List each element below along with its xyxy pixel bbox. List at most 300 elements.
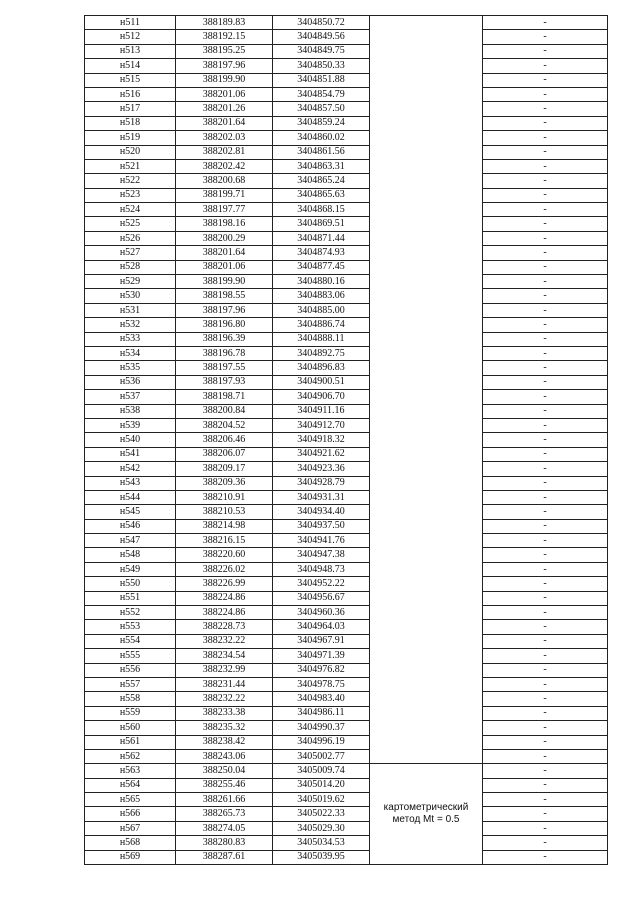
point-id-cell: н564 <box>85 778 176 792</box>
point-id-cell: н547 <box>85 534 176 548</box>
table-row <box>85 174 608 188</box>
table-row <box>85 44 608 58</box>
table-row <box>85 505 608 519</box>
note-cell: - <box>483 260 608 274</box>
x-coordinate-cell: 388197.96 <box>176 59 273 73</box>
y-coordinate-cell: 3404849.56 <box>273 30 370 44</box>
x-coordinate-cell: 388200.29 <box>176 231 273 245</box>
note-cell: - <box>483 217 608 231</box>
table-row <box>85 418 608 432</box>
coordinates-table <box>84 15 608 865</box>
y-coordinate-cell: 3404978.75 <box>273 677 370 691</box>
x-coordinate-cell: 388238.42 <box>176 735 273 749</box>
point-id-cell: н565 <box>85 793 176 807</box>
x-coordinate-cell: 388235.32 <box>176 721 273 735</box>
point-id-cell: н520 <box>85 145 176 159</box>
coordinates-table-body <box>85 16 608 865</box>
table-row <box>85 375 608 389</box>
x-coordinate-cell: 388196.78 <box>176 346 273 360</box>
x-coordinate-cell: 388197.77 <box>176 203 273 217</box>
table-row <box>85 836 608 850</box>
x-coordinate-cell: 388231.44 <box>176 677 273 691</box>
point-id-cell: н546 <box>85 519 176 533</box>
point-id-cell: н536 <box>85 375 176 389</box>
y-coordinate-cell: 3404886.74 <box>273 318 370 332</box>
point-id-cell: н525 <box>85 217 176 231</box>
x-coordinate-cell: 388198.55 <box>176 289 273 303</box>
table-row <box>85 102 608 116</box>
note-cell: - <box>483 361 608 375</box>
point-id-cell: н551 <box>85 591 176 605</box>
point-id-cell: н531 <box>85 303 176 317</box>
x-coordinate-cell: 388243.06 <box>176 749 273 763</box>
note-cell: - <box>483 59 608 73</box>
table-row <box>85 462 608 476</box>
table-row <box>85 735 608 749</box>
point-id-cell: н544 <box>85 490 176 504</box>
table-row <box>85 577 608 591</box>
table-row <box>85 807 608 821</box>
table-row <box>85 519 608 533</box>
y-coordinate-cell: 3404931.31 <box>273 490 370 504</box>
point-id-cell: н555 <box>85 649 176 663</box>
y-coordinate-cell: 3404964.03 <box>273 620 370 634</box>
table-row <box>85 548 608 562</box>
y-coordinate-cell: 3404857.50 <box>273 102 370 116</box>
table-row <box>85 303 608 317</box>
y-coordinate-cell: 3404869.51 <box>273 217 370 231</box>
y-coordinate-cell: 3404918.32 <box>273 433 370 447</box>
point-id-cell: н541 <box>85 447 176 461</box>
point-id-cell: н532 <box>85 318 176 332</box>
point-id-cell: н534 <box>85 346 176 360</box>
table-row <box>85 692 608 706</box>
table-row <box>85 821 608 835</box>
y-coordinate-cell: 3404960.36 <box>273 606 370 620</box>
x-coordinate-cell: 388234.54 <box>176 649 273 663</box>
y-coordinate-cell: 3404906.70 <box>273 390 370 404</box>
x-coordinate-cell: 388201.06 <box>176 87 273 101</box>
y-coordinate-cell: 3404934.40 <box>273 505 370 519</box>
x-coordinate-cell: 388201.26 <box>176 102 273 116</box>
note-cell: - <box>483 836 608 850</box>
point-id-cell: н560 <box>85 721 176 735</box>
point-id-cell: н567 <box>85 821 176 835</box>
table-row <box>85 145 608 159</box>
x-coordinate-cell: 388233.38 <box>176 706 273 720</box>
point-id-cell: н516 <box>85 87 176 101</box>
point-id-cell: н545 <box>85 505 176 519</box>
x-coordinate-cell: 388224.86 <box>176 606 273 620</box>
y-coordinate-cell: 3404850.33 <box>273 59 370 73</box>
x-coordinate-cell: 388255.46 <box>176 778 273 792</box>
x-coordinate-cell: 388201.64 <box>176 116 273 130</box>
x-coordinate-cell: 388189.83 <box>176 16 273 30</box>
table-row <box>85 620 608 634</box>
y-coordinate-cell: 3404986.11 <box>273 706 370 720</box>
x-coordinate-cell: 388199.71 <box>176 188 273 202</box>
method-cell <box>370 764 483 865</box>
point-id-cell: н548 <box>85 548 176 562</box>
point-id-cell: н553 <box>85 620 176 634</box>
table-row <box>85 649 608 663</box>
point-id-cell: н562 <box>85 749 176 763</box>
table-row <box>85 706 608 720</box>
note-cell: - <box>483 318 608 332</box>
note-cell: - <box>483 534 608 548</box>
note-cell: - <box>483 519 608 533</box>
y-coordinate-cell: 3404885.00 <box>273 303 370 317</box>
x-coordinate-cell: 388210.53 <box>176 505 273 519</box>
note-cell: - <box>483 433 608 447</box>
table-row <box>85 721 608 735</box>
table-row <box>85 677 608 691</box>
y-coordinate-cell: 3404850.72 <box>273 16 370 30</box>
table-row <box>85 534 608 548</box>
point-id-cell: н526 <box>85 231 176 245</box>
point-id-cell: н569 <box>85 850 176 864</box>
note-cell: - <box>483 447 608 461</box>
point-id-cell: н556 <box>85 663 176 677</box>
x-coordinate-cell: 388210.91 <box>176 490 273 504</box>
table-row <box>85 447 608 461</box>
x-coordinate-cell: 388232.22 <box>176 634 273 648</box>
note-cell: - <box>483 476 608 490</box>
note-cell: - <box>483 16 608 30</box>
point-id-cell: н540 <box>85 433 176 447</box>
y-coordinate-cell: 3405029.30 <box>273 821 370 835</box>
table-row <box>85 188 608 202</box>
point-id-cell: н557 <box>85 677 176 691</box>
point-id-cell: н561 <box>85 735 176 749</box>
table-row <box>85 850 608 864</box>
x-coordinate-cell: 388198.71 <box>176 390 273 404</box>
y-coordinate-cell: 3405039.95 <box>273 850 370 864</box>
note-cell: - <box>483 346 608 360</box>
x-coordinate-cell: 388200.68 <box>176 174 273 188</box>
note-cell: - <box>483 577 608 591</box>
x-coordinate-cell: 388232.22 <box>176 692 273 706</box>
method-text-line1: картометрический <box>383 802 469 814</box>
point-id-cell: н514 <box>85 59 176 73</box>
y-coordinate-cell: 3404865.24 <box>273 174 370 188</box>
note-cell: - <box>483 73 608 87</box>
point-id-cell: н517 <box>85 102 176 116</box>
table-row <box>85 332 608 346</box>
y-coordinate-cell: 3404952.22 <box>273 577 370 591</box>
table-row <box>85 490 608 504</box>
table-row <box>85 764 608 778</box>
x-coordinate-cell: 388228.73 <box>176 620 273 634</box>
x-coordinate-cell: 388287.61 <box>176 850 273 864</box>
y-coordinate-cell: 3404868.15 <box>273 203 370 217</box>
point-id-cell: н549 <box>85 562 176 576</box>
note-cell: - <box>483 418 608 432</box>
y-coordinate-cell: 3404888.11 <box>273 332 370 346</box>
note-cell: - <box>483 102 608 116</box>
note-cell: - <box>483 404 608 418</box>
note-cell: - <box>483 44 608 58</box>
note-cell: - <box>483 677 608 691</box>
table-row <box>85 159 608 173</box>
point-id-cell: н538 <box>85 404 176 418</box>
note-cell: - <box>483 634 608 648</box>
x-coordinate-cell: 388204.52 <box>176 418 273 432</box>
y-coordinate-cell: 3404923.36 <box>273 462 370 476</box>
point-id-cell: н518 <box>85 116 176 130</box>
point-id-cell: н530 <box>85 289 176 303</box>
table-row <box>85 606 608 620</box>
x-coordinate-cell: 388226.99 <box>176 577 273 591</box>
note-cell: - <box>483 203 608 217</box>
y-coordinate-cell: 3404849.75 <box>273 44 370 58</box>
x-coordinate-cell: 388209.36 <box>176 476 273 490</box>
point-id-cell: н568 <box>85 836 176 850</box>
note-cell: - <box>483 30 608 44</box>
note-cell: - <box>483 116 608 130</box>
y-coordinate-cell: 3404896.83 <box>273 361 370 375</box>
y-coordinate-cell: 3404854.79 <box>273 87 370 101</box>
table-row <box>85 663 608 677</box>
table-row <box>85 476 608 490</box>
table-row <box>85 246 608 260</box>
x-coordinate-cell: 388192.15 <box>176 30 273 44</box>
x-coordinate-cell: 388265.73 <box>176 807 273 821</box>
y-coordinate-cell: 3404874.93 <box>273 246 370 260</box>
y-coordinate-cell: 3404900.51 <box>273 375 370 389</box>
table-row <box>85 116 608 130</box>
x-coordinate-cell: 388226.02 <box>176 562 273 576</box>
x-coordinate-cell: 388198.16 <box>176 217 273 231</box>
x-coordinate-cell: 388206.07 <box>176 447 273 461</box>
note-cell: - <box>483 231 608 245</box>
point-id-cell: н519 <box>85 131 176 145</box>
point-id-cell: н515 <box>85 73 176 87</box>
table-row <box>85 131 608 145</box>
note-cell: - <box>483 821 608 835</box>
note-cell: - <box>483 850 608 864</box>
x-coordinate-cell: 388214.98 <box>176 519 273 533</box>
note-cell: - <box>483 275 608 289</box>
table-row <box>85 16 608 30</box>
point-id-cell: н539 <box>85 418 176 432</box>
note-cell: - <box>483 591 608 605</box>
x-coordinate-cell: 388261.66 <box>176 793 273 807</box>
note-cell: - <box>483 505 608 519</box>
note-cell: - <box>483 620 608 634</box>
x-coordinate-cell: 388199.90 <box>176 73 273 87</box>
y-coordinate-cell: 3404967.91 <box>273 634 370 648</box>
y-coordinate-cell: 3404865.63 <box>273 188 370 202</box>
y-coordinate-cell: 3404860.02 <box>273 131 370 145</box>
point-id-cell: н528 <box>85 260 176 274</box>
note-cell: - <box>483 490 608 504</box>
x-coordinate-cell: 388280.83 <box>176 836 273 850</box>
x-coordinate-cell: 388202.81 <box>176 145 273 159</box>
note-cell: - <box>483 606 608 620</box>
y-coordinate-cell: 3404859.24 <box>273 116 370 130</box>
note-cell: - <box>483 303 608 317</box>
x-coordinate-cell: 388250.04 <box>176 764 273 778</box>
note-cell: - <box>483 663 608 677</box>
note-cell: - <box>483 807 608 821</box>
y-coordinate-cell: 3404956.67 <box>273 591 370 605</box>
point-id-cell: н521 <box>85 159 176 173</box>
y-coordinate-cell: 3404928.79 <box>273 476 370 490</box>
table-row <box>85 749 608 763</box>
method-text-line2: метод Mt = 0.5 <box>392 814 460 826</box>
point-id-cell: н535 <box>85 361 176 375</box>
y-coordinate-cell: 3404971.39 <box>273 649 370 663</box>
note-cell: - <box>483 375 608 389</box>
note-cell: - <box>483 764 608 778</box>
x-coordinate-cell: 388196.39 <box>176 332 273 346</box>
note-cell: - <box>483 548 608 562</box>
note-cell: - <box>483 332 608 346</box>
x-coordinate-cell: 388202.03 <box>176 131 273 145</box>
y-coordinate-cell: 3404861.56 <box>273 145 370 159</box>
y-coordinate-cell: 3404880.16 <box>273 275 370 289</box>
point-id-cell: н559 <box>85 706 176 720</box>
y-coordinate-cell: 3405014.20 <box>273 778 370 792</box>
point-id-cell: н537 <box>85 390 176 404</box>
note-cell: - <box>483 749 608 763</box>
y-coordinate-cell: 3405019.62 <box>273 793 370 807</box>
y-coordinate-cell: 3404863.31 <box>273 159 370 173</box>
point-id-cell: н513 <box>85 44 176 58</box>
x-coordinate-cell: 388197.93 <box>176 375 273 389</box>
y-coordinate-cell: 3404948.73 <box>273 562 370 576</box>
table-row <box>85 59 608 73</box>
y-coordinate-cell: 3405034.53 <box>273 836 370 850</box>
y-coordinate-cell: 3404976.82 <box>273 663 370 677</box>
y-coordinate-cell: 3404877.45 <box>273 260 370 274</box>
y-coordinate-cell: 3404851.88 <box>273 73 370 87</box>
note-cell: - <box>483 692 608 706</box>
table-row <box>85 231 608 245</box>
y-coordinate-cell: 3404871.44 <box>273 231 370 245</box>
point-id-cell: н550 <box>85 577 176 591</box>
note-cell: - <box>483 87 608 101</box>
note-cell: - <box>483 289 608 303</box>
x-coordinate-cell: 388201.64 <box>176 246 273 260</box>
y-coordinate-cell: 3405002.77 <box>273 749 370 763</box>
point-id-cell: н542 <box>85 462 176 476</box>
x-coordinate-cell: 388220.60 <box>176 548 273 562</box>
note-cell: - <box>483 735 608 749</box>
note-cell: - <box>483 188 608 202</box>
y-coordinate-cell: 3404990.37 <box>273 721 370 735</box>
note-cell: - <box>483 778 608 792</box>
note-cell: - <box>483 246 608 260</box>
table-row <box>85 562 608 576</box>
y-coordinate-cell: 3404937.50 <box>273 519 370 533</box>
x-coordinate-cell: 388232.99 <box>176 663 273 677</box>
table-row <box>85 778 608 792</box>
point-id-cell: н523 <box>85 188 176 202</box>
table-row <box>85 203 608 217</box>
point-id-cell: н511 <box>85 16 176 30</box>
table-row <box>85 289 608 303</box>
table-row <box>85 361 608 375</box>
x-coordinate-cell: 388200.84 <box>176 404 273 418</box>
table-row <box>85 433 608 447</box>
x-coordinate-cell: 388195.25 <box>176 44 273 58</box>
point-id-cell: н512 <box>85 30 176 44</box>
note-cell: - <box>483 706 608 720</box>
table-row <box>85 346 608 360</box>
y-coordinate-cell: 3404921.62 <box>273 447 370 461</box>
y-coordinate-cell: 3405022.33 <box>273 807 370 821</box>
y-coordinate-cell: 3404996.19 <box>273 735 370 749</box>
table-row <box>85 390 608 404</box>
y-coordinate-cell: 3404941.76 <box>273 534 370 548</box>
y-coordinate-cell: 3404947.38 <box>273 548 370 562</box>
table-row <box>85 30 608 44</box>
x-coordinate-cell: 388209.17 <box>176 462 273 476</box>
point-id-cell: н527 <box>85 246 176 260</box>
note-cell: - <box>483 390 608 404</box>
table-row <box>85 275 608 289</box>
x-coordinate-cell: 388224.86 <box>176 591 273 605</box>
note-cell: - <box>483 562 608 576</box>
point-id-cell: н566 <box>85 807 176 821</box>
x-coordinate-cell: 388216.15 <box>176 534 273 548</box>
point-id-cell: н563 <box>85 764 176 778</box>
x-coordinate-cell: 388202.42 <box>176 159 273 173</box>
y-coordinate-cell: 3404892.75 <box>273 346 370 360</box>
point-id-cell: н543 <box>85 476 176 490</box>
point-id-cell: н554 <box>85 634 176 648</box>
note-cell: - <box>483 131 608 145</box>
table-row <box>85 217 608 231</box>
point-id-cell: н552 <box>85 606 176 620</box>
y-coordinate-cell: 3404912.70 <box>273 418 370 432</box>
method-blank-cell <box>370 16 483 764</box>
note-cell: - <box>483 159 608 173</box>
table-row <box>85 591 608 605</box>
x-coordinate-cell: 388206.46 <box>176 433 273 447</box>
note-cell: - <box>483 174 608 188</box>
x-coordinate-cell: 388196.80 <box>176 318 273 332</box>
x-coordinate-cell: 388197.55 <box>176 361 273 375</box>
note-cell: - <box>483 145 608 159</box>
point-id-cell: н558 <box>85 692 176 706</box>
table-row <box>85 793 608 807</box>
table-row <box>85 260 608 274</box>
x-coordinate-cell: 388274.05 <box>176 821 273 835</box>
note-cell: - <box>483 793 608 807</box>
table-row <box>85 318 608 332</box>
x-coordinate-cell: 388201.06 <box>176 260 273 274</box>
y-coordinate-cell: 3404883.06 <box>273 289 370 303</box>
point-id-cell: н533 <box>85 332 176 346</box>
point-id-cell: н524 <box>85 203 176 217</box>
note-cell: - <box>483 649 608 663</box>
table-row <box>85 634 608 648</box>
note-cell: - <box>483 462 608 476</box>
note-cell: - <box>483 721 608 735</box>
y-coordinate-cell: 3404911.16 <box>273 404 370 418</box>
y-coordinate-cell: 3404983.40 <box>273 692 370 706</box>
x-coordinate-cell: 388199.90 <box>176 275 273 289</box>
table-row <box>85 73 608 87</box>
y-coordinate-cell: 3405009.74 <box>273 764 370 778</box>
point-id-cell: н522 <box>85 174 176 188</box>
point-id-cell: н529 <box>85 275 176 289</box>
x-coordinate-cell: 388197.96 <box>176 303 273 317</box>
table-row <box>85 87 608 101</box>
